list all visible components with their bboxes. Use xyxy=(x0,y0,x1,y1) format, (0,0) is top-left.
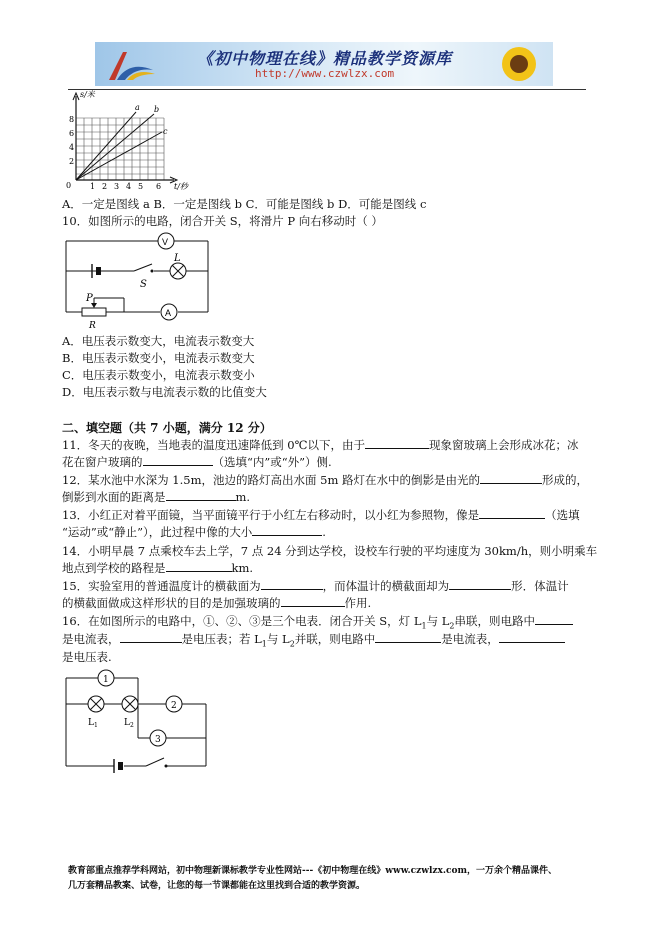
x-tick: 0 xyxy=(66,181,72,190)
x-tick: 1 xyxy=(90,182,96,191)
answer-blank[interactable] xyxy=(252,524,322,536)
footer-line2: 几万套精品教案、试卷，让您的每一节课都能在这里找到合适的教学资源。 xyxy=(68,881,366,891)
q10-option-c: C．电压表示数变小，电流表示数变小 xyxy=(62,368,255,382)
q11-line1: 11．冬天的夜晚，当地表的温度迅速降低到 0℃以下，由于 现象窗玻璃上会形成冰花；冰 xyxy=(62,438,579,452)
q15-line2: 的横截面做成这样形状的目的是加强玻璃的 作用. xyxy=(62,596,372,610)
q9-options: A．一定是图线 a B．一定是图线 b C．可能是图线 b D．可能是图线 c xyxy=(62,197,427,211)
resistor-label: R xyxy=(89,321,96,330)
sunflower-icon xyxy=(485,42,553,86)
x-axis-label: t/秒 xyxy=(174,182,188,191)
answer-blank[interactable] xyxy=(479,507,545,519)
answer-blank[interactable] xyxy=(281,595,345,607)
switch-label: S xyxy=(140,279,147,290)
q10-option-a: A．电压表示数变大，电流表示数变大 xyxy=(62,334,255,348)
answer-blank[interactable] xyxy=(375,631,441,643)
y-tick: 4 xyxy=(69,143,75,152)
q13-line1: 13．小红正对着平面镜，当平面镜平行于小红左右移动时，以小红为参照物，像是 （选填 xyxy=(62,508,580,522)
q16-line3: 是电压表. xyxy=(62,650,112,664)
line-label-a: a xyxy=(135,103,140,112)
y-axis-label: s/米 xyxy=(80,90,95,99)
lamp-l2-label: $L_2$ xyxy=(124,718,134,729)
lamp-l1-label: $L_1$ xyxy=(88,718,98,729)
banner-title: 《初中物理在线》精品教学资源库 xyxy=(197,49,453,68)
q13-line2: “运动”或“静止”），此过程中像的大小 . xyxy=(62,525,326,539)
y-tick: 2 xyxy=(69,157,75,166)
logo-icon xyxy=(101,46,161,84)
line-b xyxy=(76,114,154,180)
line-label-b: b xyxy=(154,105,160,114)
answer-blank[interactable] xyxy=(120,631,182,643)
meter-2-label: 2 xyxy=(171,701,177,711)
q15-line1: 15．实验室用的普通温度计的横截面为 ，而体温计的横截面却为 形．体温计 xyxy=(62,579,569,593)
q12-line2: 倒影到水面的距离是 m. xyxy=(62,490,251,504)
q14-line2: 地点到学校的路程是 km. xyxy=(62,561,254,575)
answer-blank[interactable] xyxy=(261,578,323,590)
x-tick: 2 xyxy=(102,182,108,191)
answer-blank[interactable] xyxy=(166,560,232,572)
line-label-c: c xyxy=(163,127,168,136)
answer-blank[interactable] xyxy=(365,437,429,449)
circuit-diagram-q10 xyxy=(62,230,212,330)
x-tick: 6 xyxy=(156,182,162,191)
answer-blank[interactable] xyxy=(499,631,565,643)
q14-line1: 14．小明早晨 7 点乘校车去上学，7 点 24 分到达学校，设校车行驶的平均速度为 30km/h，则小明乘车 xyxy=(62,544,598,558)
q10-option-d: D．电压表示数与电流表示数的比值变大 xyxy=(62,385,267,399)
circuit-diagram-q16 xyxy=(62,668,212,780)
q12-line1: 12．某水池中水深为 1.5m，池边的路灯高出水面 5m 路灯在水中的倒影是由光的 形成的， xyxy=(62,473,589,487)
header-banner xyxy=(95,42,553,86)
section-title: 二、填空题（共 7 小题，满分 12 分） xyxy=(62,421,272,435)
y-tick: 6 xyxy=(69,129,75,138)
y-tick: 8 xyxy=(69,115,75,124)
answer-blank[interactable] xyxy=(143,454,213,466)
s-t-graph xyxy=(62,88,192,192)
q10-option-b: B．电压表示数变小，电流表示数变大 xyxy=(62,351,255,365)
banner-url: http://www.czwlzx.com xyxy=(255,67,395,80)
meter-1-label: 1 xyxy=(103,675,109,685)
answer-blank[interactable] xyxy=(166,489,236,501)
footer-line1: 教育部重点推荐学科网站，初中物理新课标教学专业性网站---《初中物理在线》www.czwlzx.com，一万余个精品课件、 xyxy=(68,866,558,876)
ammeter-label: A xyxy=(165,308,172,318)
q10-stem: 10．如图所示的电路，闭合开关 S，将滑片 P 向右移动时（ ） xyxy=(62,214,383,228)
q16-line2: 是电流表， 是电压表；若 $L_1$与 $L_2$并联，则电路中 是电流表， xyxy=(62,631,565,648)
x-tick: 4 xyxy=(126,182,132,191)
q16-line1: 16．在如图所示的电路中，①、②、③是三个电表．闭合开关 S，灯 $L_1$与 $L_2$串联，则电路中 xyxy=(62,613,573,630)
answer-blank[interactable] xyxy=(535,613,573,625)
lamp-label: L xyxy=(174,253,181,264)
answer-blank[interactable] xyxy=(480,472,542,484)
x-tick: 5 xyxy=(138,182,144,191)
slider-label: P xyxy=(86,293,93,304)
answer-blank[interactable] xyxy=(449,578,511,590)
voltmeter-label: V xyxy=(162,237,169,247)
meter-3-label: 3 xyxy=(155,735,161,745)
q11-line2: 花在窗户玻璃的 （选填“内”或“外”）侧. xyxy=(62,455,332,469)
x-tick: 3 xyxy=(114,182,120,191)
